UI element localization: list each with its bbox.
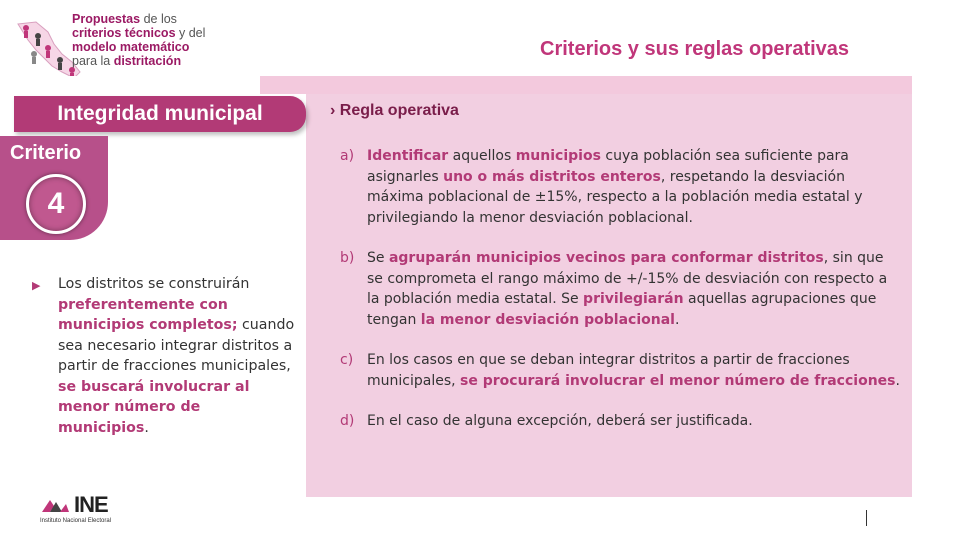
rule-letter: d) [340, 413, 355, 429]
rule-b-highlight-3: la menor desviación poblacional [420, 311, 675, 328]
logo-line2-rest: y del [175, 26, 206, 40]
rule-letter: c) [340, 352, 354, 368]
rule-b-highlight-2: privilegiarán [583, 291, 684, 307]
rule-a-highlight-2: municipios [515, 148, 601, 164]
rule-a-highlight-1: Identificar [367, 148, 449, 164]
rule-item-c [340, 350, 900, 391]
criterio-card [0, 136, 108, 240]
logo-line3-bold: modelo matemático [72, 40, 190, 54]
logo-line1-bold: Propuestas [72, 12, 141, 26]
page-title: Criterios y sus reglas operativas [540, 38, 850, 60]
note-text-1: Los distritos se construirán [58, 276, 250, 292]
rule-letter: a) [340, 148, 355, 164]
rule-b-text-2: , sin que se comprometa el rango máximo de +/-15% de desviación con respecto a la población media estatal. Se [367, 250, 888, 307]
rules-list [340, 146, 900, 452]
rule-c-highlight-1: se procurará involucrar el menor número de fracciones [460, 372, 896, 389]
triangle-bullet-icon: ▶ [32, 279, 41, 292]
rule-heading: › Regla operativa [330, 102, 459, 119]
ine-mark-icon [40, 494, 70, 516]
rule-a-text-1: aquellos [448, 148, 516, 164]
logo-text [72, 12, 205, 68]
logo-line2-bold: criterios técnicos [72, 26, 176, 40]
note-highlight-2: se buscará involucrar al menor número de municipios [58, 378, 250, 436]
logo-line4-rest: para la [72, 54, 114, 68]
rule-b-text-3: aquellas agrupaciones que tengan [367, 291, 877, 328]
rule-c-text-2: . [895, 372, 900, 389]
rule-b-text-4: . [674, 311, 680, 328]
note-text-2: cuando sea necesario integrar distritos a partir de fracciones municipales, [58, 317, 295, 374]
rule-letter: b) [340, 250, 355, 266]
note-text-3: . [144, 419, 149, 436]
rule-b-highlight-1: agruparán municipios vecinos para conformar distritos [388, 250, 824, 266]
note-highlight-1: preferentemente con municipios completos; [58, 296, 238, 333]
rule-item-d [340, 411, 900, 432]
rule-item-a [340, 146, 900, 228]
rule-a-text-2: cuya población sea suficiente para asignarles [367, 148, 849, 185]
rule-item-b [340, 248, 900, 330]
rule-a-text-3: , respetando la desviación máxima poblacional de ±15%, respecto a la población media estatal y privilegiando la menor desviación poblacional. [367, 168, 863, 226]
logo-line4-bold: distritación [113, 54, 182, 68]
ine-logo [40, 494, 140, 528]
criterio-label: Criterio [10, 142, 82, 164]
criterion-banner: Integridad municipal [14, 96, 306, 132]
criterio-number: 4 [26, 174, 86, 234]
criterion-description [34, 274, 296, 438]
rule-c-text-1: En los casos en que se deban integrar distritos a partir de fracciones municipales, [367, 352, 850, 389]
ine-subtitle: Instituto Nacional Electoral [40, 518, 112, 524]
rule-d-text-1: En el caso de alguna excepción, deberá ser justificada. [367, 413, 753, 429]
logo-line1-rest: de los [140, 12, 177, 26]
ine-wordmark: INE [74, 492, 108, 517]
rule-a-highlight-3: uno o más distritos enteros [443, 168, 661, 185]
footer-divider [866, 510, 867, 526]
rule-b-text-1: Se [367, 250, 389, 266]
